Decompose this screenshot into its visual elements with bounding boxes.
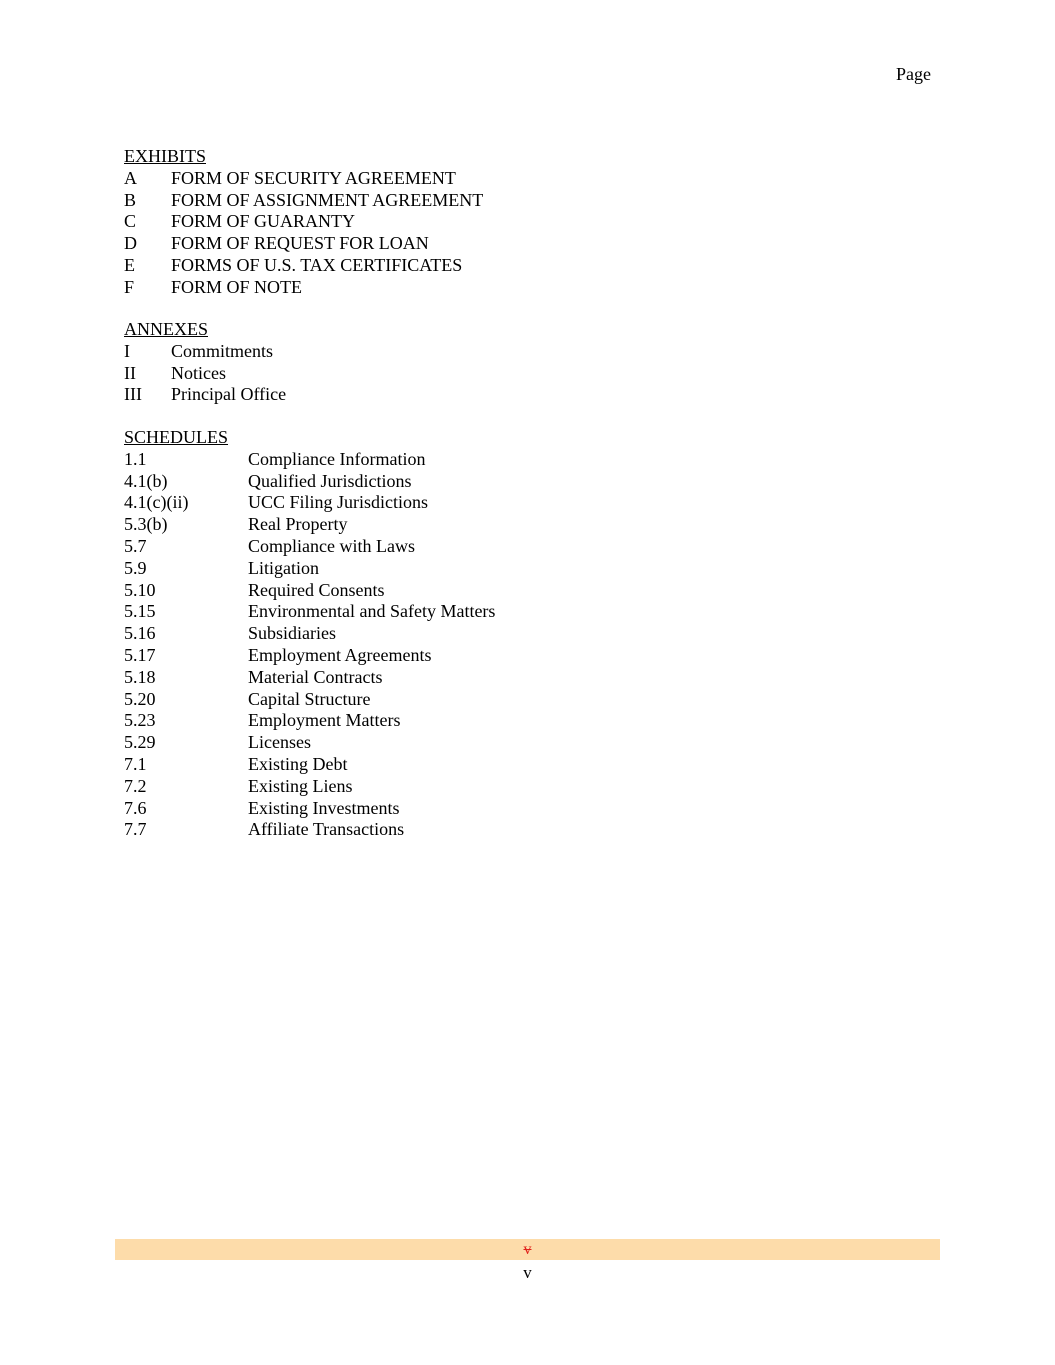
exhibits-heading: EXHIBITS [124, 146, 206, 166]
list-item [124, 277, 483, 299]
item-code: 5.23 [124, 710, 156, 731]
item-code: D [124, 233, 137, 254]
list-item [124, 384, 286, 406]
list-item [124, 798, 495, 820]
item-label: Affiliate Transactions [248, 819, 405, 840]
list-item [124, 233, 483, 255]
schedules-section [124, 427, 495, 841]
list-item [124, 255, 483, 277]
list-item [124, 667, 495, 689]
item-label: FORM OF NOTE [171, 276, 303, 297]
item-code: 5.15 [124, 601, 156, 622]
list-item [124, 558, 495, 580]
item-code: 5.17 [124, 644, 156, 665]
list-item [124, 754, 495, 776]
item-label: Compliance Information [248, 448, 426, 469]
item-label: Real Property [248, 514, 348, 535]
list-item [124, 645, 495, 667]
list-item [124, 776, 495, 798]
exhibits-list [124, 168, 483, 299]
item-code: 5.7 [124, 535, 147, 556]
item-code: 7.7 [124, 819, 147, 840]
item-label: Principal Office [171, 384, 287, 405]
item-label: Employment Matters [248, 710, 401, 731]
item-label: Commitments [171, 340, 274, 361]
item-label: Existing Debt [248, 753, 348, 774]
item-label: Existing Investments [248, 797, 400, 818]
item-code: 7.6 [124, 797, 147, 818]
item-label: Material Contracts [248, 666, 383, 687]
schedules-list [124, 449, 495, 841]
list-item [124, 601, 495, 623]
item-code: 5.10 [124, 579, 156, 600]
item-label: FORM OF ASSIGNMENT AGREEMENT [171, 189, 484, 210]
item-label: Notices [171, 362, 226, 383]
item-code: III [124, 384, 142, 405]
item-code: C [124, 211, 137, 232]
schedules-heading: SCHEDULES [124, 427, 229, 447]
item-code: E [124, 254, 135, 275]
item-label: Qualified Jurisdictions [248, 470, 412, 491]
annexes-list [124, 341, 286, 406]
item-code: 7.1 [124, 753, 147, 774]
item-code: 4.1(b) [124, 470, 168, 491]
item-label: Capital Structure [248, 688, 371, 709]
item-label: Litigation [248, 557, 319, 578]
list-item [124, 710, 495, 732]
item-label: FORM OF REQUEST FOR LOAN [171, 233, 429, 254]
list-item [124, 536, 495, 558]
item-code: 7.2 [124, 775, 147, 796]
annexes-heading: ANNEXES [124, 319, 208, 339]
footer-page-number: v [523, 1263, 532, 1282]
list-item [124, 732, 495, 754]
list-item [124, 211, 483, 233]
item-label: FORM OF GUARANTY [171, 211, 356, 232]
exhibits-section [124, 146, 483, 299]
item-label: Existing Liens [248, 775, 353, 796]
list-item [124, 190, 483, 212]
list-item [124, 168, 483, 190]
item-code: 5.18 [124, 666, 156, 687]
item-label: FORMS OF U.S. TAX CERTIFICATES [171, 254, 463, 275]
revision-highlight-bar [115, 1239, 940, 1260]
list-item [124, 471, 495, 493]
item-label: Required Consents [248, 579, 385, 600]
item-label: Licenses [248, 732, 311, 753]
list-item [124, 449, 495, 471]
annexes-section [124, 319, 286, 406]
list-item [124, 514, 495, 536]
list-item [124, 580, 495, 602]
list-item [124, 689, 495, 711]
item-label: Compliance with Laws [248, 535, 415, 556]
list-item [124, 623, 495, 645]
item-label: Employment Agreements [248, 644, 432, 665]
item-code: A [124, 167, 137, 188]
deleted-page-number: v [523, 1241, 532, 1258]
item-label: FORM OF SECURITY AGREEMENT [171, 167, 456, 188]
item-code: 5.29 [124, 732, 156, 753]
item-code: F [124, 276, 135, 297]
item-code: 5.9 [124, 557, 147, 578]
page-column-label: Page [896, 64, 931, 84]
item-code: 4.1(c)(ii) [124, 492, 189, 513]
item-code: 5.16 [124, 623, 156, 644]
list-item [124, 363, 286, 385]
item-code: 5.20 [124, 688, 156, 709]
item-code: 1.1 [124, 448, 147, 469]
item-code: B [124, 189, 137, 210]
item-code: I [124, 340, 130, 361]
item-label: Environmental and Safety Matters [248, 601, 496, 622]
list-item [124, 341, 286, 363]
item-label: UCC Filing Jurisdictions [248, 492, 429, 513]
list-item [124, 492, 495, 514]
list-item [124, 819, 495, 841]
item-code: II [124, 362, 136, 383]
item-code: 5.3(b) [124, 514, 168, 535]
item-label: Subsidiaries [248, 623, 336, 644]
